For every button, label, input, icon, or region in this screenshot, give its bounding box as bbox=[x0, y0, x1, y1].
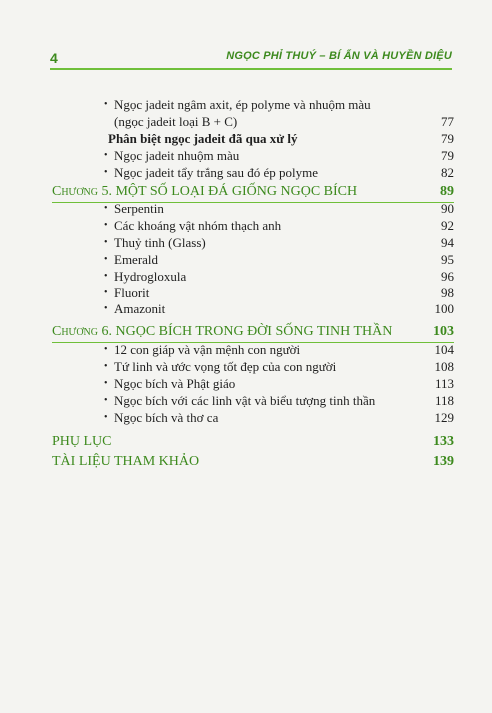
toc-entry-title: Amazonit bbox=[114, 301, 166, 316]
appendix-heading bbox=[52, 433, 454, 451]
toc-entry-title: Ngọc bích và Phật giáo bbox=[114, 376, 236, 391]
toc-entry-page: 98 bbox=[441, 285, 454, 300]
toc-entry-page: 90 bbox=[441, 201, 454, 216]
toc-entry-title: Emerald bbox=[114, 252, 159, 267]
toc-entry-title: Ngọc jadeit nhuộm màu bbox=[114, 148, 240, 163]
bullet-icon: • bbox=[104, 150, 108, 161]
toc-entry bbox=[104, 376, 454, 392]
header-rule bbox=[50, 68, 452, 70]
toc-entry bbox=[104, 201, 454, 217]
toc-entry-page: 77 bbox=[441, 114, 454, 129]
chapter-page: 89 bbox=[440, 184, 454, 199]
toc-entry bbox=[104, 218, 454, 234]
bullet-icon: • bbox=[104, 254, 108, 265]
running-header: NGỌC PHỈ THUÝ – BÍ ẨN VÀ HUYỀN DIỆU bbox=[226, 50, 452, 62]
bullet-icon: • bbox=[104, 271, 108, 282]
toc-entry-page: 95 bbox=[441, 252, 454, 267]
toc-entry-page: 92 bbox=[441, 218, 454, 233]
toc-entry-title: Các khoáng vật nhóm thạch anh bbox=[114, 218, 282, 233]
bullet-icon: • bbox=[104, 167, 108, 178]
toc-entry-title: Ngọc jadeit tẩy trắng sau đó ép polyme bbox=[114, 165, 318, 180]
chapter-5-heading bbox=[52, 183, 454, 201]
bullet-icon: • bbox=[104, 412, 108, 423]
bullet-icon: • bbox=[104, 344, 108, 355]
toc-entry bbox=[104, 342, 454, 358]
bullet-icon: • bbox=[104, 378, 108, 389]
toc-entry-page: 118 bbox=[434, 393, 454, 408]
toc-entry bbox=[104, 165, 454, 181]
page-number: 4 bbox=[50, 50, 58, 66]
chapter-title: Chương 6. NGỌC BÍCH TRONG ĐỜI SỐNG TINH THẦN bbox=[52, 324, 393, 339]
toc-entry bbox=[104, 148, 454, 164]
bullet-icon: • bbox=[104, 203, 108, 214]
bullet-icon: • bbox=[104, 99, 108, 110]
toc-entry-page: 79 bbox=[441, 148, 454, 163]
appendix-page: 133 bbox=[433, 434, 454, 449]
toc-entry bbox=[104, 410, 454, 426]
toc-entry-title: Thuỷ tinh (Glass) bbox=[114, 235, 206, 250]
bullet-icon: • bbox=[104, 303, 108, 314]
toc-entry bbox=[104, 359, 454, 375]
chapter-6-heading bbox=[52, 323, 454, 341]
toc-subsection bbox=[108, 131, 454, 147]
toc-entry bbox=[104, 97, 454, 113]
toc-entry-page: 108 bbox=[434, 359, 454, 374]
toc-entry-title: Ngọc bích với các linh vật và biểu tượng tinh thần bbox=[114, 393, 376, 408]
bullet-icon: • bbox=[104, 287, 108, 298]
toc-entry bbox=[104, 252, 454, 268]
toc-entry-page: 79 bbox=[441, 131, 454, 146]
toc-entry-page: 100 bbox=[434, 301, 454, 316]
appendix-title: PHỤ LỤC bbox=[52, 434, 112, 449]
bullet-icon: • bbox=[104, 361, 108, 372]
toc-entry-title: (ngọc jadeit loại B + C) bbox=[114, 114, 238, 129]
toc-entry-title: Tứ linh và ước vọng tốt đẹp của con người bbox=[114, 359, 337, 374]
toc-entry-title: Ngọc bích và thơ ca bbox=[114, 410, 219, 425]
references-heading bbox=[52, 453, 454, 471]
toc-entry-page: 129 bbox=[434, 410, 454, 425]
toc-entry-title: Ngọc jadeit ngâm axit, ép polyme và nhuộm màu bbox=[114, 97, 371, 112]
chapter-page: 103 bbox=[433, 324, 454, 339]
toc-entry-page: 94 bbox=[441, 235, 454, 250]
toc-entry-page: 82 bbox=[441, 165, 454, 180]
toc-entry-page: 104 bbox=[434, 342, 454, 357]
toc-subsection-title: Phân biệt ngọc jadeit đã qua xử lý bbox=[108, 131, 298, 146]
bullet-icon: • bbox=[104, 237, 108, 248]
bullet-icon: • bbox=[104, 395, 108, 406]
toc-entry-title: Hydrogloxula bbox=[114, 269, 187, 284]
toc-entry bbox=[104, 393, 454, 409]
references-page: 139 bbox=[433, 454, 454, 469]
toc-entry bbox=[104, 301, 454, 317]
toc-entry bbox=[114, 114, 454, 130]
toc-entry-page: 113 bbox=[434, 376, 454, 391]
bullet-icon: • bbox=[104, 220, 108, 231]
references-title: TÀI LIỆU THAM KHẢO bbox=[52, 454, 200, 469]
chapter-title: Chương 5. MỘT SỐ LOẠI ĐÁ GIỐNG NGỌC BÍCH bbox=[52, 184, 358, 199]
toc-entry-title: 12 con giáp và vận mệnh con người bbox=[114, 342, 301, 357]
toc-entry bbox=[104, 285, 454, 301]
toc-entry-title: Fluorit bbox=[114, 285, 150, 300]
toc-entry-page: 96 bbox=[441, 269, 454, 284]
toc-entry bbox=[104, 235, 454, 251]
toc-entry-title: Serpentin bbox=[114, 201, 164, 216]
toc-entry bbox=[104, 269, 454, 285]
